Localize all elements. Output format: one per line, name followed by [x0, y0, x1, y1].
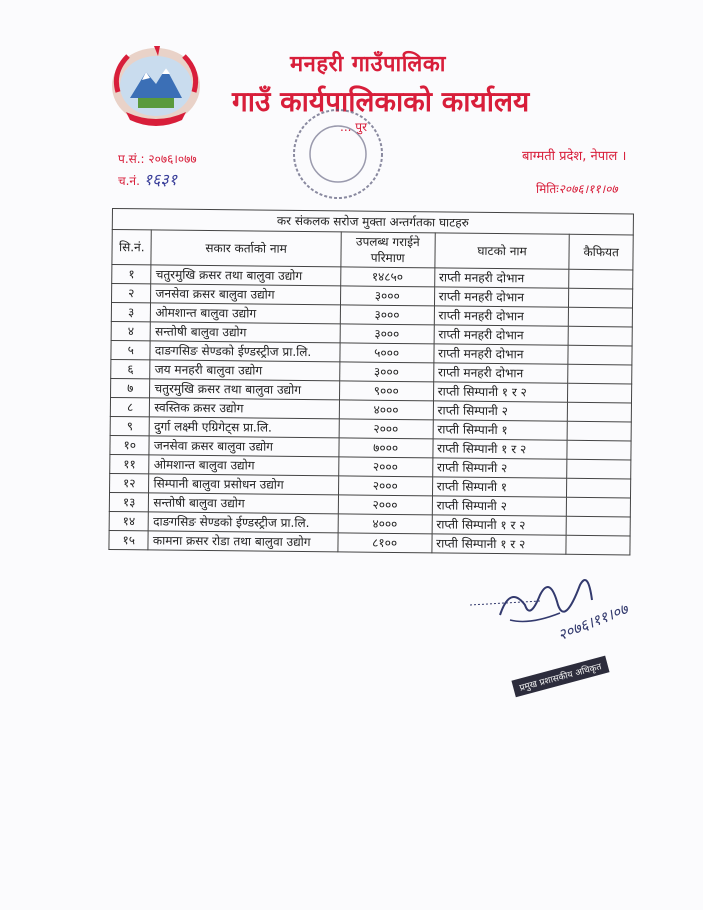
cell-remarks — [569, 288, 633, 308]
cell-ghat: राप्ती मनहरी दोभान — [434, 287, 569, 307]
cell-ghat: राप्ती मनहरी दोभान — [434, 325, 569, 345]
cell-ghat: राप्ती मनहरी दोभान — [434, 344, 569, 364]
cell-name: जनसेवा क्रसर बालुवा उद्योग — [151, 284, 340, 305]
cell-ghat: राप्ती मनहरी दोभान — [433, 363, 568, 383]
cell-ghat: राप्ती मनहरी दोभान — [434, 268, 569, 288]
cell-sn: ९ — [110, 416, 150, 435]
table-caption: कर संकलक सरोज मुक्ता अन्तर्गतका घाटहरु — [112, 209, 633, 235]
cell-quantity: २००० — [339, 419, 433, 439]
ghat-table-wrapper — [108, 208, 634, 555]
cell-ghat: राप्ती सिम्पानी १ — [433, 420, 568, 440]
cell-quantity: ८१०० — [338, 533, 432, 553]
dispatch-number — [118, 168, 177, 190]
cell-quantity: ३००० — [340, 286, 434, 306]
date-value: २०७६।११।०७ — [558, 182, 618, 196]
cell-sn: ३ — [111, 303, 151, 322]
letter-number: प.सं.: २०७६।०७७ — [118, 152, 197, 166]
cell-sn: १४ — [109, 511, 149, 530]
cell-remarks — [568, 345, 632, 365]
cell-name: दुर्गा लक्ष्मी एग्रिगेट्स प्रा.लि. — [150, 417, 339, 438]
cell-name: दाङगसिङ सेण्डको ईण्डस्ट्रीज प्रा.लि. — [150, 341, 339, 362]
officer-stamp: प्रमुख प्रशासकीय अधिकृत — [511, 656, 609, 697]
col-header-ghat: घाटको नाम — [435, 233, 570, 269]
cell-remarks — [567, 459, 631, 479]
cell-sn: १२ — [110, 473, 150, 492]
municipality-name: मनहरी गाउँपालिका — [290, 52, 446, 77]
cell-remarks — [569, 307, 633, 327]
cell-name: सिम्पानी बालुवा प्रसोधन उद्योग — [149, 474, 338, 495]
cell-ghat: राप्ती सिम्पानी १ र २ — [433, 382, 568, 402]
cell-quantity: २००० — [338, 457, 432, 477]
cell-ghat: राप्ती सिम्पानी १ र २ — [432, 534, 567, 554]
cell-quantity: १४८५० — [340, 267, 434, 287]
cell-sn: ६ — [111, 359, 151, 378]
date-label: मितिः — [536, 182, 559, 196]
signature-date: २०७६।११।०७ — [555, 599, 631, 645]
office-round-stamp — [290, 106, 386, 202]
cell-name: जनसेवा क्रसर बालुवा उद्योग — [149, 436, 338, 457]
cell-sn: ४ — [111, 321, 151, 340]
cell-name: ओमशान्त बालुवा उद्योग — [151, 303, 340, 324]
cell-name: ओमशान्त बालुवा उद्योग — [149, 455, 338, 476]
cell-ghat: राप्ती सिम्पानी १ र २ — [432, 515, 567, 535]
cell-ghat: राप्ती सिम्पानी २ — [432, 458, 567, 478]
letter-date — [536, 180, 618, 197]
office-address-partial: ... पुर — [340, 120, 367, 134]
cell-remarks — [568, 364, 632, 384]
office-name: गाउँ कार्यपालिकाको कार्यालय — [232, 85, 530, 118]
cell-sn: ८ — [110, 397, 150, 416]
table-row — [109, 530, 630, 554]
nepal-emblem-logo — [108, 42, 204, 128]
cell-name: चतुरमुखि क्रसर तथा बालुवा उद्योग — [151, 265, 340, 286]
cell-name: सन्तोषी बालुवा उद्योग — [149, 493, 338, 514]
cell-quantity: ४००० — [339, 400, 433, 420]
cell-quantity: ४००० — [338, 514, 432, 534]
cell-quantity: ३००० — [340, 305, 434, 325]
cell-quantity: ३००० — [340, 324, 434, 344]
cell-sn: १३ — [109, 492, 149, 511]
col-header-remarks: कैफियत — [569, 234, 633, 270]
cell-ghat: राप्ती सिम्पानी १ र २ — [433, 439, 568, 459]
cell-quantity: ९००० — [339, 381, 433, 401]
cell-remarks — [566, 516, 630, 536]
province-address: बाग्मती प्रदेश, नेपाल । — [522, 149, 627, 164]
cell-remarks — [567, 497, 631, 517]
ghat-table — [108, 208, 634, 555]
cell-name: सन्तोषी बालुवा उद्योग — [151, 322, 340, 343]
cell-ghat: राप्ती सिम्पानी २ — [432, 496, 567, 516]
cell-sn: ११ — [110, 454, 150, 473]
dispatch-value: १६३१ — [143, 170, 178, 189]
cell-name: स्वस्तिक क्रसर उद्योग — [150, 398, 339, 419]
cell-remarks — [568, 383, 632, 403]
cell-sn: २ — [112, 284, 152, 303]
cell-name: जय मनहरी बालुवा उद्योग — [150, 360, 339, 381]
cell-remarks — [569, 269, 633, 289]
cell-name: दाङगसिङ सेण्डको ईण्डस्ट्रीज प्रा.लि. — [149, 512, 338, 533]
cell-remarks — [566, 535, 630, 555]
cell-quantity: २००० — [338, 495, 432, 515]
cell-ghat: राप्ती मनहरी दोभान — [434, 306, 569, 326]
cell-name: चतुरमुखि क्रसर तथा बालुवा उद्योग — [150, 379, 339, 400]
cell-remarks — [568, 402, 632, 422]
cell-ghat: राप्ती सिम्पानी २ — [433, 401, 568, 421]
cell-sn: १ — [112, 265, 152, 284]
cell-sn: ७ — [111, 378, 151, 397]
col-header-quantity: उपलब्ध गराईने परिमाण — [341, 232, 435, 268]
cell-ghat: राप्ती सिम्पानी १ — [432, 477, 567, 497]
cell-quantity: ३००० — [339, 362, 433, 382]
dispatch-label: च.नं. — [118, 174, 140, 188]
cell-sn: ५ — [111, 340, 151, 359]
cell-name: कामना क्रसर रोडा तथा बालुवा उद्योग — [148, 531, 337, 552]
table-body — [109, 265, 633, 555]
cell-remarks — [567, 440, 631, 460]
cell-sn: १५ — [109, 530, 149, 549]
col-header-sn: सि.नं. — [112, 230, 152, 265]
cell-sn: १० — [110, 435, 150, 454]
col-header-name: सकार कर्ताको नाम — [151, 230, 341, 267]
cell-remarks — [568, 326, 632, 346]
cell-quantity: २००० — [338, 476, 432, 496]
cell-quantity: ५००० — [340, 343, 434, 363]
cell-remarks — [567, 478, 631, 498]
table-header-row — [112, 230, 633, 270]
cell-remarks — [567, 421, 631, 441]
cell-quantity: ७००० — [339, 438, 433, 458]
